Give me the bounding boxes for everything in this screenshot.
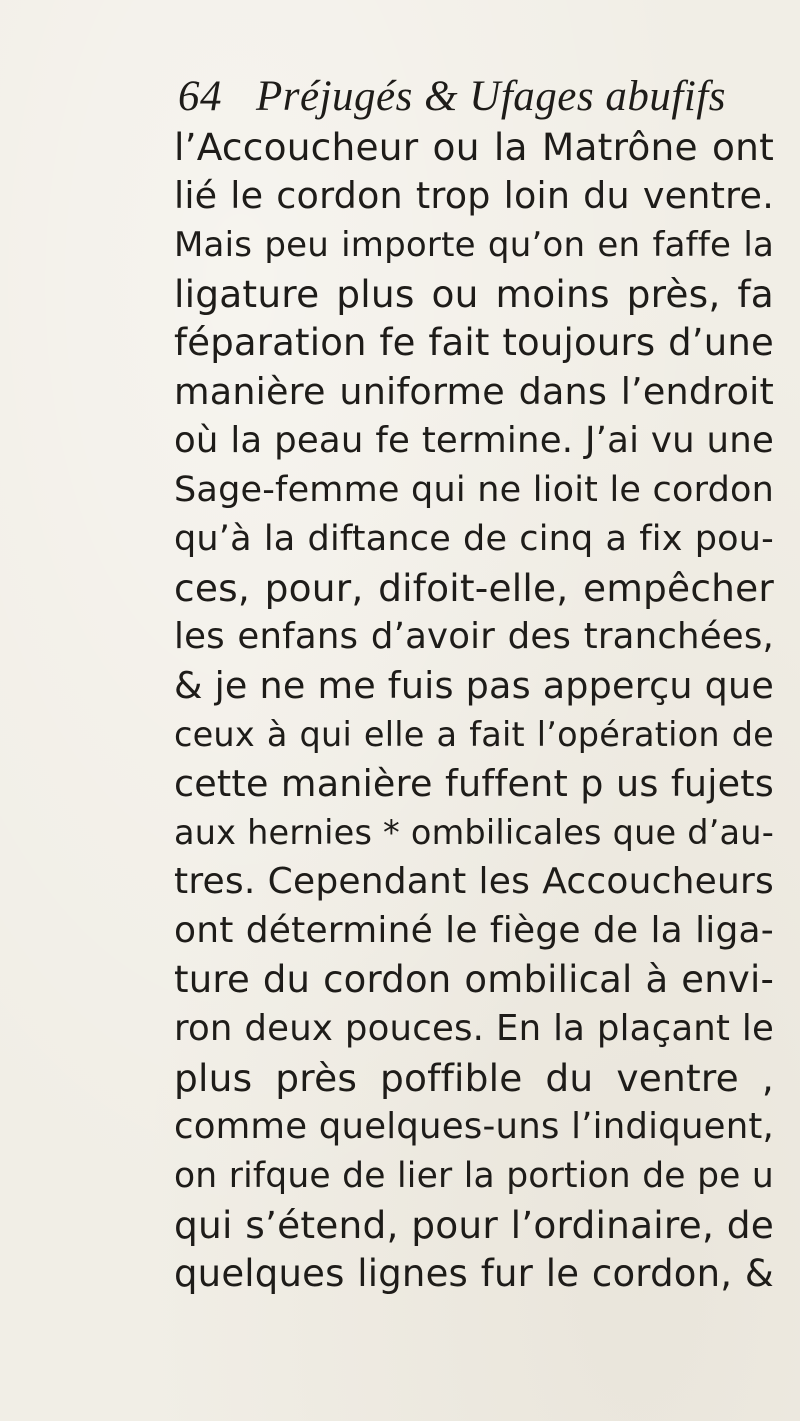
running-title: Préjugés & Ufages abufifs: [256, 73, 726, 120]
text-line: les enfans d’avoir des tranchées,: [174, 616, 774, 657]
page-number: 64: [178, 73, 222, 120]
text-line: quelques lignes fur le cordon, &: [174, 1252, 774, 1295]
text-line: on rifque de lier la portion de pe u: [174, 1156, 774, 1196]
text-line: où la peau fe termine. J’ai vu une: [174, 420, 774, 461]
text-line: ont déterminé le fiège de la liga-: [174, 910, 774, 951]
text-line: cette manière fuffent p us fujets: [174, 762, 774, 805]
text-line: manière uniforme dans l’endroit: [174, 370, 774, 413]
text-line: ces, pour, difoit-elle, empêcher: [174, 566, 774, 610]
text-line: & je ne me fuis pas apperçu que: [174, 664, 774, 707]
text-line: comme quelques-uns l’indiquent,: [174, 1106, 774, 1147]
text-line: qu’à la diftance de cinq a fix pou-: [174, 519, 774, 559]
text-line: ron deux pouces. En la plaçant le: [174, 1008, 774, 1049]
text-line: féparation fe fait toujours d’une: [174, 321, 774, 364]
text-line: ligature plus ou moins près, fa: [174, 272, 774, 316]
text-line: qui s’étend, pour l’ordinaire, de: [174, 1203, 774, 1247]
text-line: aux hernies * ombilicales que d’au-: [174, 813, 774, 852]
text-line: ture du cordon ombilical à envi-: [174, 958, 774, 1001]
text-line: plus près poffible du ventre ,: [174, 1056, 774, 1100]
text-line: l’Accoucheur ou la Matrône ont: [174, 125, 774, 169]
text-line: ceux à qui elle a fait l’opération de: [174, 715, 774, 754]
text-line: Sage-femme qui ne lioit le cordon: [174, 470, 774, 510]
text-line: lié le cordon trop loin du ventre.: [174, 174, 774, 217]
text-line: Mais peu importe qu’on en faffe la: [174, 225, 774, 265]
text-line: tres. Cependant les Accoucheurs: [174, 861, 774, 902]
